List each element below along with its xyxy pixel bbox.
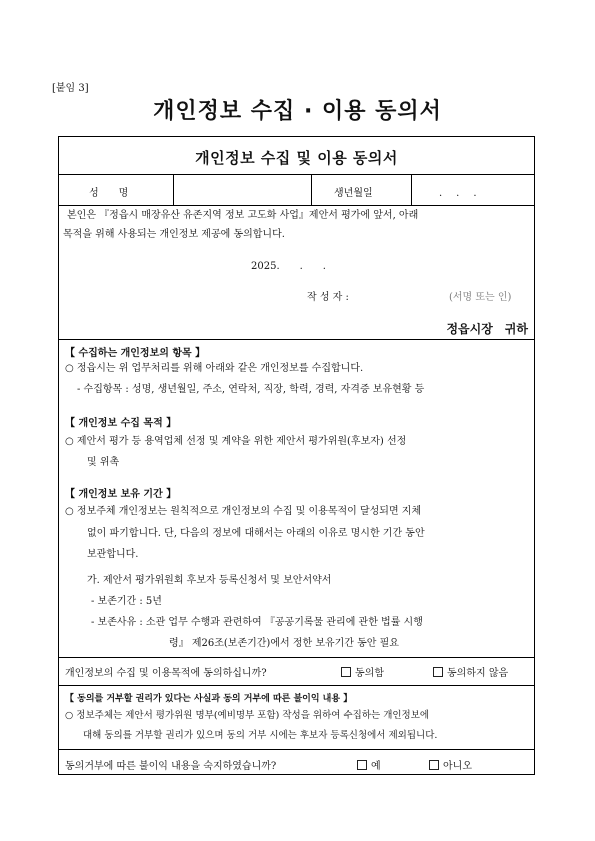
agree-checkbox[interactable]	[341, 667, 351, 677]
items-line1: ○ 정읍시는 위 업무처리를 위해 아래와 같은 개인정보를 수집합니다.	[65, 363, 364, 374]
purpose-line2: 및 위촉	[87, 457, 120, 468]
retention-line2: 없이 파기합니다. 단, 다음의 정보에 대해서는 아래의 이유로 명시한 기간 동안	[87, 528, 425, 539]
birth-field[interactable]: . . .	[439, 188, 479, 199]
disagree-label: 동의하지 않음	[447, 668, 509, 679]
purpose-line1: ○ 제안서 평가 등 용역업체 선정 및 계약을 위한 제안서 평가위원(후보자) 선정	[65, 436, 407, 447]
date-line: 2025. . .	[251, 261, 326, 272]
yes-checkbox[interactable]	[357, 760, 367, 770]
divider	[411, 174, 412, 205]
consent-agree-option[interactable]	[341, 664, 384, 679]
divider	[59, 685, 534, 686]
yes-label: 예	[371, 761, 381, 772]
consent-disagree-option[interactable]	[433, 664, 508, 679]
refusal-no-option[interactable]	[429, 757, 472, 772]
consent-intro-line1: 본인은 『정읍시 매장유산 유존지역 정보 고도화 사업』제안서 평가에 앞서, 아래	[67, 210, 419, 221]
divider	[59, 657, 534, 658]
agree-label: 동의함	[355, 668, 384, 679]
refusal-question: 동의거부에 따른 불이익 내용을 숙지하였습니까?	[65, 761, 277, 772]
recipient: 정읍시장 귀하	[446, 322, 528, 336]
refusal-heading: 【 동의를 거부할 권리가 있다는 사실과 동의 거부에 따른 불이익 내용 】	[65, 694, 353, 704]
refusal-line2: 대해 동의를 거부할 권리가 있으며 동의 거부 시에는 후보자 등록신청에서 제외됩니다.	[83, 730, 438, 741]
no-label: 아니오	[443, 761, 472, 772]
page-title: 개인정보 수집 · 이용 동의서	[153, 99, 442, 124]
consent-form	[58, 136, 535, 775]
retention-sub2: - 보존기간 : 5년	[91, 596, 162, 607]
retention-line3: 보관합니다.	[87, 549, 139, 560]
writer-label: 작 성 자 :	[307, 292, 349, 303]
items-heading: 【 수집하는 개인정보의 항목 】	[65, 348, 206, 359]
consent-intro-line2: 목적을 위해 사용되는 개인정보 제공에 동의합니다.	[63, 229, 285, 240]
consent-question: 개인정보의 수집 및 이용목적에 동의하십니까?	[65, 668, 267, 679]
birth-label: 생년월일	[334, 188, 373, 199]
attachment-label: [붙임 3]	[52, 83, 89, 94]
name-label: 성 명	[89, 188, 129, 199]
disagree-checkbox[interactable]	[433, 667, 443, 677]
retention-sub1: 가. 제안서 평가위원회 후보자 등록신청서 및 보안서약서	[87, 575, 332, 586]
retention-heading: 【 개인정보 보유 기간 】	[65, 489, 177, 500]
refusal-yes-option[interactable]	[357, 757, 381, 772]
items-line2: - 수집항목 : 성명, 생년월일, 주소, 연락처, 직장, 학력, 경력, 자격증 보유현황 등	[77, 384, 425, 395]
divider	[59, 749, 534, 750]
signature-hint[interactable]: (서명 또는 인)	[449, 292, 512, 303]
divider	[59, 339, 534, 340]
divider	[59, 174, 534, 175]
name-field[interactable]	[179, 184, 309, 198]
retention-line1: ○ 정보주체 개인정보는 원칙적으로 개인정보의 수집 및 이용목적이 달성되면 지체	[65, 506, 422, 517]
refusal-line1: ○ 정보주체는 제안서 평가위원 명부(예비명부 포함) 작성을 위하여 수집하는 개인정보에	[65, 710, 430, 721]
purpose-heading: 【 개인정보 수집 목적 】	[65, 418, 177, 429]
retention-sub3: - 보존사유 : 소관 업무 수행과 관련하여 『공공기록물 관리에 관한 법률 시행	[91, 617, 423, 628]
divider	[173, 174, 174, 205]
form-title: 개인정보 수집 및 이용 동의서	[195, 149, 398, 167]
no-checkbox[interactable]	[429, 760, 439, 770]
retention-sub4: 령』 제26조(보존기간)에서 정한 보유기간 동안 필요	[169, 638, 399, 649]
divider	[311, 174, 312, 205]
